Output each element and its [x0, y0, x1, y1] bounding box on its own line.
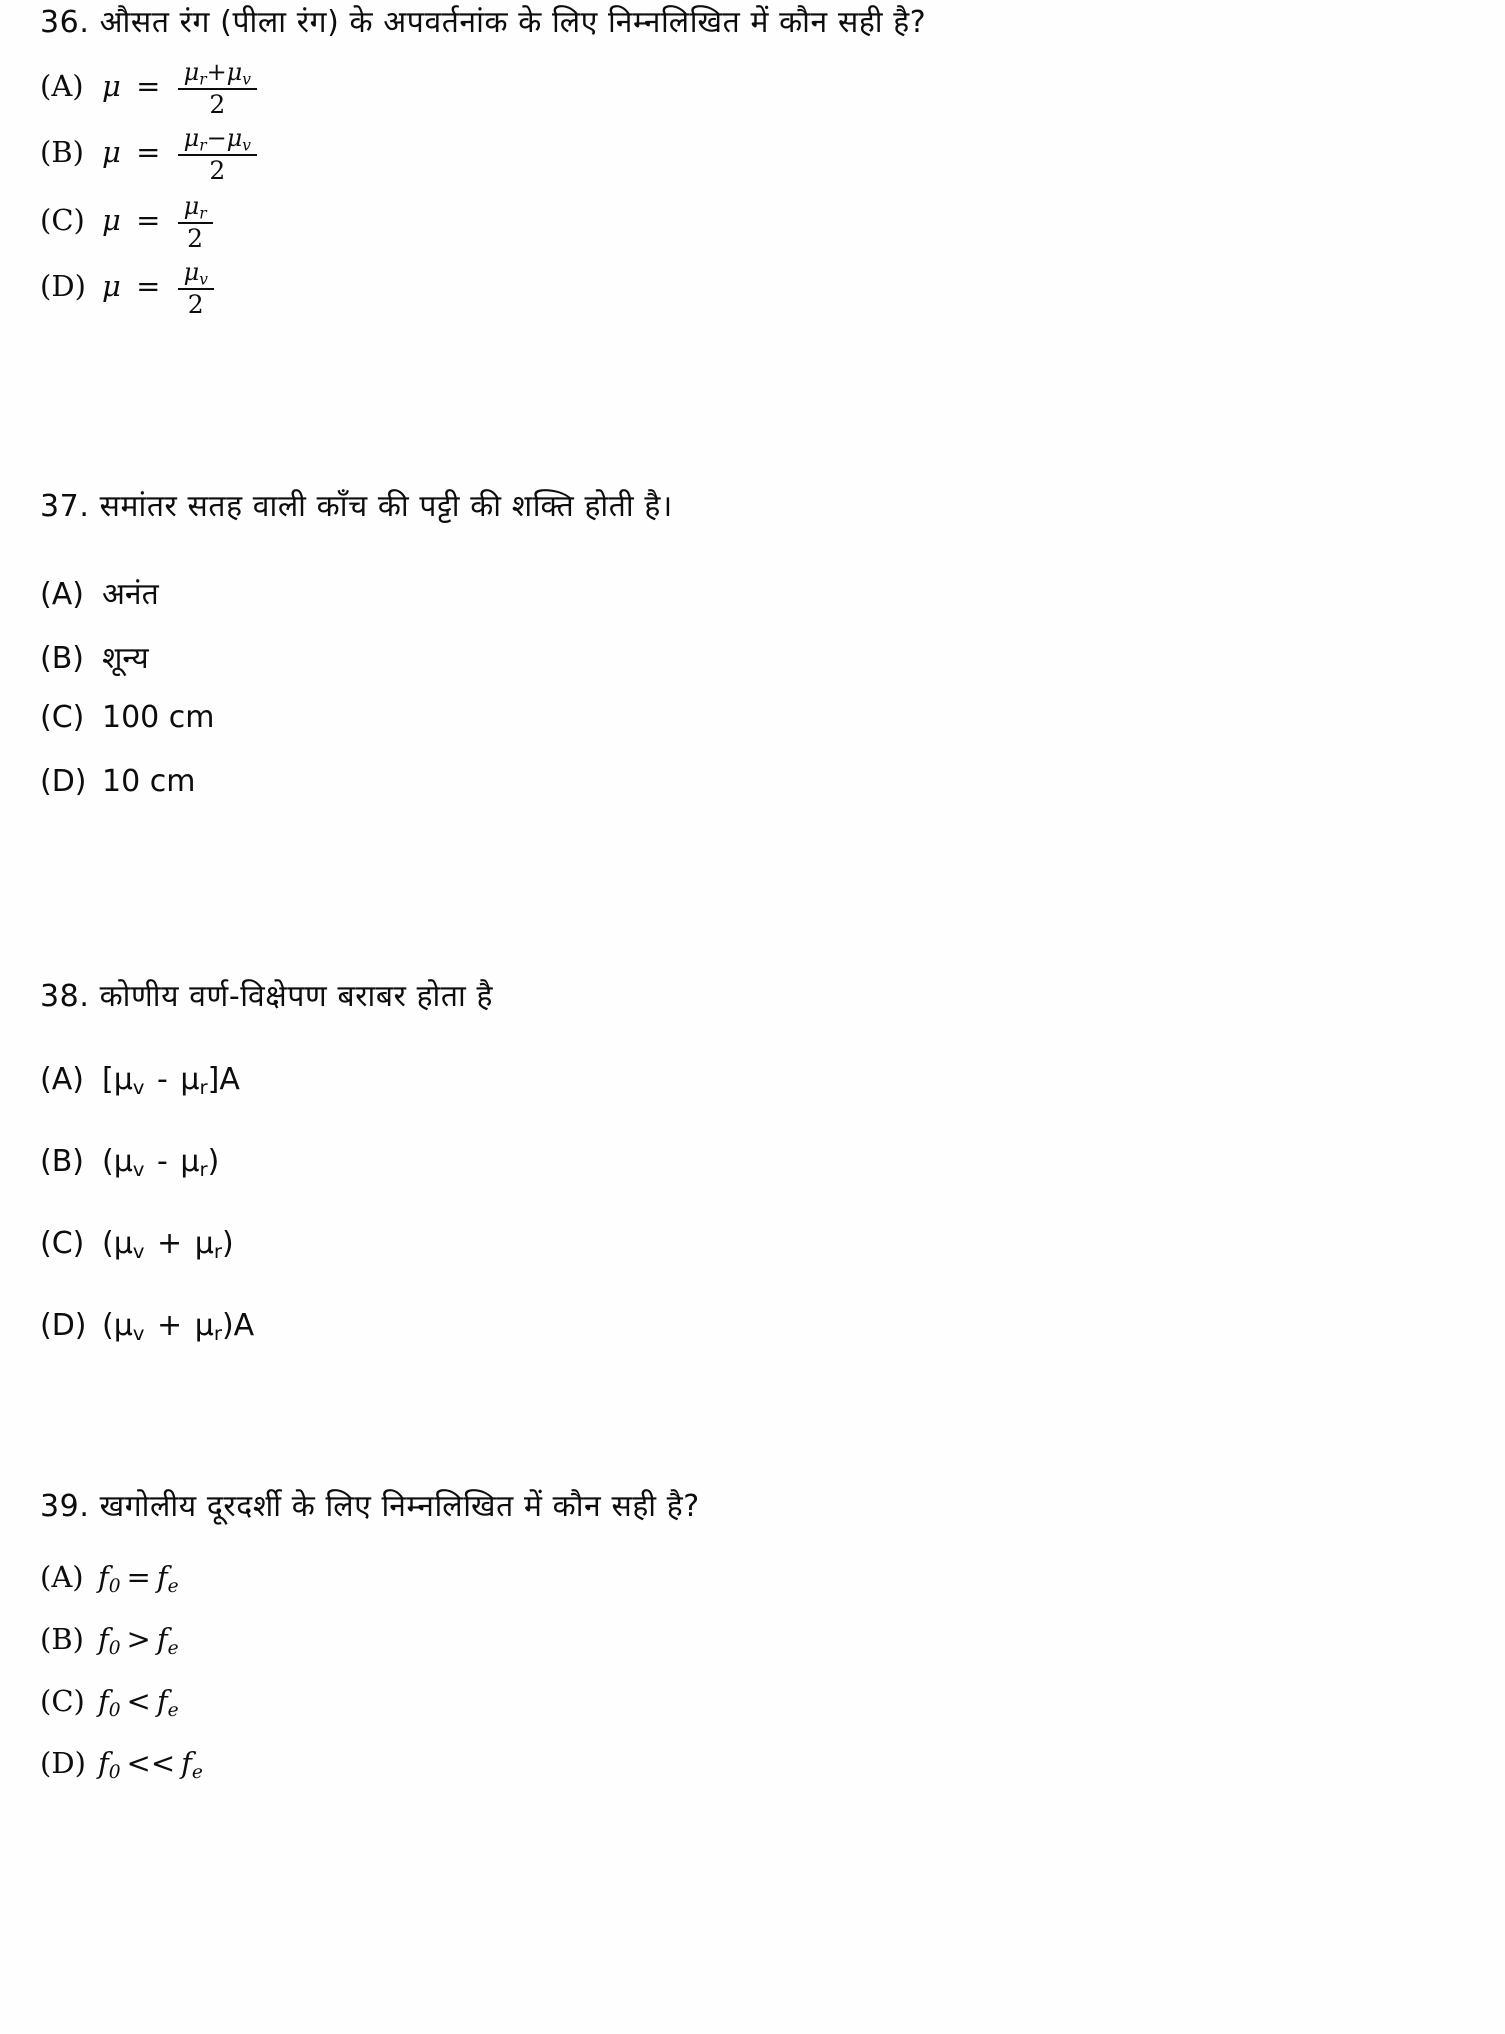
- question-39-option-b[interactable]: [40, 1622, 1460, 1659]
- option-a-expression: [102, 58, 259, 118]
- question-38-option-c[interactable]: [40, 1226, 1460, 1263]
- question-36-option-c[interactable]: [40, 192, 1460, 252]
- option-label-d: (D): [40, 1746, 86, 1780]
- option-label-d: (D): [40, 1308, 87, 1343]
- option-label-a: (A): [40, 1560, 84, 1594]
- relation-sign: =: [126, 1560, 151, 1594]
- option-label-b: (B): [40, 135, 84, 170]
- question-39-text: 39. खगोलीय दूरदर्शी के लिए निम्नलिखित में कौन सही है?: [40, 1489, 700, 1524]
- equals-sign: =: [136, 203, 161, 238]
- option-d-expression: $f_0 << f_e$: [98, 1746, 203, 1784]
- option-b-expression: [102, 124, 259, 184]
- question-38-option-d[interactable]: [40, 1308, 1460, 1345]
- question-38-text: 38. कोणीय वर्ण-विक्षेपण बराबर होता है: [40, 979, 494, 1014]
- option-label-c: (C): [40, 1226, 85, 1261]
- fraction-denominator: 2: [187, 224, 204, 254]
- option-c-expression: [102, 192, 215, 252]
- option-label-b: (B): [40, 641, 84, 676]
- relation-sign: >: [126, 1622, 151, 1656]
- option-c-expression: (μv + μr): [102, 1226, 234, 1264]
- fraction-numerator: $\mu_r+\mu_v$: [183, 58, 251, 89]
- option-d-expression: [102, 258, 216, 318]
- relation-sign: <<: [126, 1746, 176, 1780]
- question-36-option-d[interactable]: [40, 258, 1460, 318]
- option-label-c: (C): [40, 203, 85, 238]
- question-block-39: [40, 1488, 1460, 1526]
- question-37-text: 37. समांतर सतह वाली काँच की पट्टी की शक्ति होती है।: [40, 489, 673, 524]
- question-39-option-a[interactable]: [40, 1560, 1460, 1597]
- fraction-denominator: 2: [209, 90, 226, 120]
- mu-symbol: μ: [102, 135, 121, 170]
- question-37-option-a[interactable]: [40, 572, 1460, 613]
- question-37-option-c[interactable]: [40, 700, 1460, 735]
- option-label-b: (B): [40, 1622, 84, 1656]
- question-block-38: [40, 978, 1460, 1016]
- question-36-option-a[interactable]: [40, 58, 1460, 118]
- option-label-b: (B): [40, 1144, 84, 1179]
- option-label-d: (D): [40, 764, 87, 799]
- fraction: [178, 260, 214, 320]
- fraction-denominator: 2: [209, 156, 226, 186]
- option-c-text: 100 cm: [102, 700, 215, 735]
- question-37-option-d[interactable]: [40, 764, 1460, 799]
- option-label-c: (C): [40, 1684, 85, 1718]
- option-label-d: (D): [40, 269, 86, 304]
- question-37-option-b[interactable]: [40, 636, 1460, 677]
- fraction: [178, 194, 213, 254]
- fraction: [178, 126, 257, 186]
- equals-sign: =: [136, 135, 161, 170]
- mu-symbol: μ: [102, 203, 121, 238]
- question-38-option-b[interactable]: [40, 1144, 1460, 1181]
- fraction-numerator: $\mu_r-\mu_v$: [183, 124, 251, 155]
- fraction-numerator: $\mu_v$: [183, 258, 208, 289]
- option-b-text: शून्य: [102, 641, 149, 676]
- relation-sign: <: [126, 1684, 151, 1718]
- option-label-a: (A): [40, 1062, 84, 1097]
- mu-symbol: μ: [102, 69, 121, 104]
- equals-sign: =: [136, 69, 161, 104]
- question-39-option-d[interactable]: [40, 1746, 1460, 1783]
- mu-symbol: μ: [102, 269, 121, 304]
- option-label-a: (A): [40, 69, 84, 104]
- option-label-c: (C): [40, 700, 85, 735]
- option-d-expression: (μv + μr)A: [102, 1308, 255, 1346]
- option-a-expression: [μv - μr]A: [102, 1062, 240, 1100]
- option-b-expression: (μv - μr): [102, 1144, 220, 1182]
- equals-sign: =: [136, 269, 161, 304]
- question-36-option-b[interactable]: [40, 124, 1460, 184]
- option-c-expression: $f_0 < f_e$: [98, 1684, 179, 1722]
- fraction-numerator: $\mu_r$: [183, 192, 207, 223]
- question-block-37: [40, 488, 1460, 526]
- question-block-36: [40, 4, 1460, 42]
- option-a-expression: $f_0 = f_e$: [98, 1560, 179, 1598]
- option-a-text: अनंत: [102, 577, 159, 612]
- question-38-option-a[interactable]: [40, 1062, 1460, 1099]
- option-d-text: 10 cm: [102, 764, 196, 799]
- fraction: [178, 60, 257, 120]
- question-39-option-c[interactable]: [40, 1684, 1460, 1721]
- fraction-denominator: 2: [187, 290, 204, 320]
- question-36-text: 36. औसत रंग (पीला रंग) के अपवर्तनांक के लिए निम्नलिखित में कौन सही है?: [40, 5, 927, 40]
- option-b-expression: $f_0 > f_e$: [98, 1622, 179, 1660]
- option-label-a: (A): [40, 577, 84, 612]
